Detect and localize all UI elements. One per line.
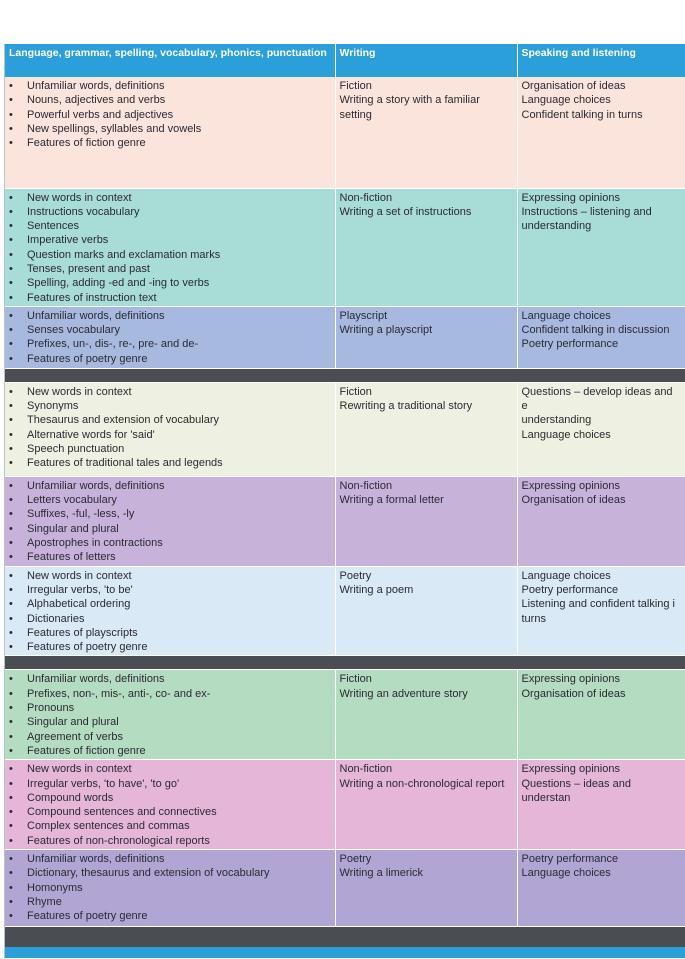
list-item: • Unfamiliar words, definitions (9, 79, 331, 93)
writing-cell (335, 77, 517, 188)
speaking-line: Listening and confident talking i (521, 598, 675, 611)
speaking-cell (517, 382, 685, 476)
list-item: • Speech punctuation (9, 442, 331, 456)
writing-cell (335, 566, 517, 656)
list-item: • Features of fiction genre (9, 744, 331, 758)
language-cell (5, 760, 335, 850)
list-item: • New words in context (9, 569, 331, 583)
writing-line: Fiction (339, 385, 372, 398)
list-item: • Senses vocabulary (9, 323, 331, 337)
speaking-cell (517, 850, 685, 927)
writing-line: Poetry (339, 569, 372, 582)
writing-line: Writing a set of instructions (339, 205, 472, 218)
writing-line: Writing a poem (339, 583, 414, 596)
list-item: • Compound words (9, 791, 331, 805)
language-cell (5, 382, 335, 476)
separator-bar (5, 368, 685, 382)
list-item: • Complex sentences and commas (9, 819, 331, 833)
speaking-cell (517, 670, 685, 760)
list-item: • New words in context (9, 762, 331, 776)
speaking-cell (517, 566, 685, 656)
writing-cell (335, 760, 517, 850)
list-item: • Imperative verbs (9, 233, 331, 247)
language-list (9, 479, 331, 565)
table-row (5, 382, 685, 476)
list-item: • Features of poetry genre (9, 640, 331, 654)
writing-line: Writing a formal letter (339, 494, 444, 507)
list-item: • New spellings, syllables and vowels (9, 122, 331, 136)
writing-cell (335, 382, 517, 476)
list-item: • Sentences (9, 219, 331, 233)
speaking-line: understanding (521, 414, 592, 427)
language-cell (5, 306, 335, 368)
language-cell (5, 77, 335, 188)
speaking-line: Expressing opinions (521, 191, 620, 204)
list-item: • Alphabetical ordering (9, 597, 331, 611)
language-list (9, 309, 331, 366)
table-row (5, 77, 685, 188)
list-item: • Alternative words for 'said' (9, 428, 331, 442)
language-cell (5, 850, 335, 927)
curriculum-table-wrapper (4, 44, 685, 959)
table-row (5, 476, 685, 566)
speaking-line: Poetry performance (521, 583, 619, 596)
speaking-line: Expressing opinions (521, 479, 620, 492)
speaking-line: turns (521, 612, 546, 625)
table-row (5, 670, 685, 760)
table-body (5, 77, 685, 959)
list-item: • Pronouns (9, 701, 331, 715)
speaking-line: Confident talking in discussion (521, 324, 670, 337)
list-item: • New words in context (9, 191, 331, 205)
language-cell (5, 670, 335, 760)
writing-line: Fiction (339, 80, 372, 92)
speaking-line: Instructions – listening and understanding (521, 205, 652, 233)
speaking-line: Poetry performance (521, 853, 619, 865)
block-separator (5, 927, 685, 948)
table-row (5, 188, 685, 306)
list-item: • Unfamiliar words, definitions (9, 852, 331, 866)
list-item: • Rhyme (9, 895, 331, 909)
writing-line: Rewriting a traditional story (339, 400, 473, 413)
speaking-line: Language choices (521, 94, 611, 107)
separator-bar (5, 927, 685, 948)
speaking-line: Questions – develop ideas and e (521, 385, 673, 413)
table-row (5, 306, 685, 368)
speaking-line: Organisation of ideas (521, 687, 626, 700)
list-item: • Apostrophes in contractions (9, 536, 331, 550)
language-list (9, 79, 331, 150)
speaking-line: Language choices (521, 428, 611, 441)
writing-line: Poetry (339, 853, 372, 865)
writing-line: Non-fiction (339, 191, 393, 204)
list-item: • Synonyms (9, 399, 331, 413)
list-item: • Singular and plural (9, 715, 331, 729)
speaking-line: Language choices (521, 867, 611, 880)
list-item: • Unfamiliar words, definitions (9, 309, 331, 323)
language-cell (5, 188, 335, 306)
writing-cell (335, 670, 517, 760)
table-row (5, 850, 685, 927)
language-cell (5, 566, 335, 656)
speaking-cell (517, 188, 685, 306)
writing-cell (335, 306, 517, 368)
block-separator (5, 656, 685, 670)
language-list (9, 569, 331, 655)
block-separator (5, 368, 685, 382)
writing-cell (335, 476, 517, 566)
speaking-line: Questions – ideas and understan (521, 777, 631, 804)
language-list (9, 385, 331, 471)
list-item: • Spelling, adding -ed and -ing to verbs (9, 276, 331, 290)
list-item: • Powerful verbs and adjectives (9, 108, 331, 122)
list-item: • Unfamiliar words, definitions (9, 479, 331, 493)
language-cell (5, 476, 335, 566)
speaking-line: Organisation of ideas (521, 80, 626, 92)
list-item: • Tenses, present and past (9, 262, 331, 276)
list-item: • Singular and plural (9, 522, 331, 536)
writing-line: Writing a story with a familiar setting (339, 94, 480, 121)
list-item: • Dictionaries (9, 612, 331, 626)
writing-line: Non-fiction (339, 763, 393, 776)
list-item: • Suffixes, -ful, -less, -ly (9, 507, 331, 521)
list-item: • Irregular verbs, 'to have', 'to go' (9, 777, 331, 791)
speaking-cell (517, 476, 685, 566)
list-item: • Instructions vocabulary (9, 205, 331, 219)
list-item: • Question marks and exclamation marks (9, 248, 331, 262)
writing-line: Playscript (339, 309, 388, 322)
list-item: • Unfamiliar words, definitions (9, 672, 331, 686)
speaking-line: Expressing opinions (521, 673, 620, 686)
speaking-line: Confident talking in turns (521, 108, 643, 121)
speaking-cell (517, 77, 685, 188)
language-list (9, 852, 331, 923)
list-item: • Features of playscripts (9, 626, 331, 640)
separator-bar (5, 656, 685, 670)
list-item: • Dictionary, thesaurus and extension of vocabulary (9, 866, 331, 880)
footer-bar (5, 947, 685, 959)
language-list (9, 762, 331, 848)
list-item: • Thesaurus and extension of vocabulary (9, 413, 331, 427)
header-row (5, 44, 685, 77)
writing-line: Writing a playscript (339, 324, 433, 337)
list-item: • Irregular verbs, 'to be' (9, 583, 331, 597)
writing-line: Non-fiction (339, 479, 393, 492)
list-item: • Homonyms (9, 881, 331, 895)
speaking-line: Language choices (521, 569, 611, 582)
list-item: • Features of fiction genre (9, 136, 331, 150)
writing-cell (335, 188, 517, 306)
list-item: • Compound sentences and connectives (9, 805, 331, 819)
writing-cell (335, 850, 517, 927)
list-item: • Prefixes, non-, mis-, anti-, co- and ex- (9, 687, 331, 701)
list-item: • Features of poetry genre (9, 909, 331, 923)
speaking-line: Language choices (521, 309, 611, 322)
table-row (5, 566, 685, 656)
speaking-line: Poetry performance (521, 338, 619, 351)
list-item: • New words in context (9, 385, 331, 399)
list-item: • Features of non-chronological reports (9, 834, 331, 848)
list-item: • Features of instruction text (9, 291, 331, 305)
speaking-line: Expressing opinions (521, 763, 620, 776)
table-row (5, 760, 685, 850)
list-item: • Nouns, adjectives and verbs (9, 93, 331, 107)
header-language: Language, grammar, spelling, vocabulary, phonics, punctuation (5, 44, 335, 77)
list-item: • Features of poetry genre (9, 352, 331, 366)
writing-line: Writing a non-chronological report (339, 777, 505, 790)
list-item: • Features of traditional tales and legends (9, 456, 331, 470)
list-item: • Features of letters (9, 550, 331, 564)
speaking-line: Organisation of ideas (521, 494, 626, 507)
writing-line: Writing an adventure story (339, 687, 468, 700)
curriculum-table (5, 44, 685, 959)
list-item: • Letters vocabulary (9, 493, 331, 507)
language-list (9, 191, 331, 305)
speaking-cell (517, 306, 685, 368)
header-speaking: Speaking and listening (517, 44, 685, 77)
speaking-cell (517, 760, 685, 850)
writing-line: Fiction (339, 673, 372, 686)
header-writing: Writing (335, 44, 517, 77)
language-list (9, 672, 331, 758)
list-item: • Prefixes, un-, dis-, re-, pre- and de- (9, 337, 331, 351)
writing-line: Writing a limerick (339, 867, 424, 880)
footer-band (5, 947, 685, 959)
list-item: • Agreement of verbs (9, 730, 331, 744)
